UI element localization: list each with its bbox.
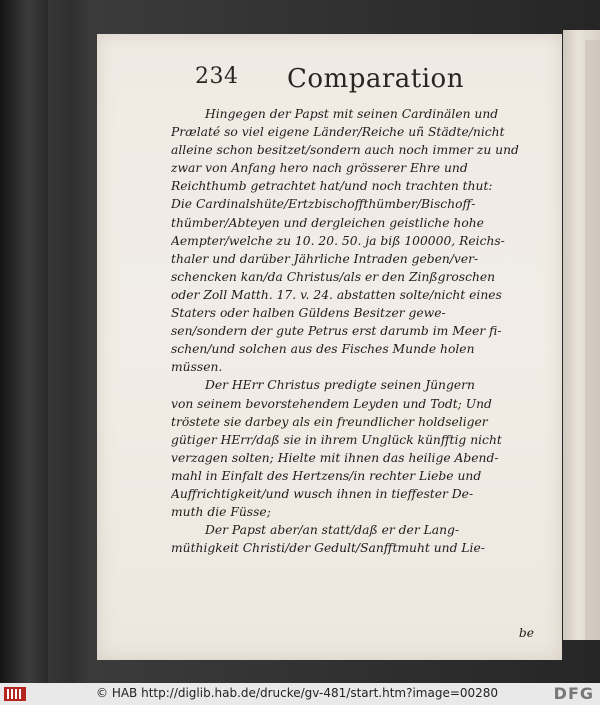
text-line: müssen.	[171, 360, 223, 375]
text-line: thaler und darüber Jährliche Intraden geben/ver-	[171, 251, 479, 266]
text-line: thümber/Abteyen und dergleichen geistliche hohe	[171, 215, 484, 230]
catchword: be	[518, 626, 534, 640]
text-line: Reichthumb getrachtet hat/und noch trachten thut:	[171, 179, 493, 194]
page-number: 234	[195, 64, 239, 89]
text-line: Auffrichtigkeit/und wusch ihnen in tieffester De-	[171, 486, 474, 501]
text-line: schen/und solchen aus des Fisches Munde holen	[171, 342, 475, 357]
text-line: Der HErr Christus predigte seinen Jüngern	[205, 378, 475, 393]
text-line: Aempter/welche zu 10. 20. 50. ja biß 100000, Reichs-	[171, 233, 505, 248]
text-line: oder Zoll Matth. 17. v. 24. abstatten solte/nicht eines	[171, 287, 502, 302]
text-line: von seinem bevorstehendem Leyden und Todt; Und	[171, 396, 492, 411]
text-line: Prælaté so viel eigene Länder/Reiche uñ Städte/nicht	[171, 125, 505, 140]
text-line: sen/sondern der gute Petrus erst darumb im Meer fi-	[171, 324, 502, 339]
page-stack-edge	[585, 40, 600, 640]
text-line: schencken kan/da Christus/als er den Zinßgroschen	[171, 269, 496, 284]
book-page	[97, 34, 562, 660]
text-line: Hingegen der Papst mit seinen Cardinälen und	[205, 107, 499, 121]
book-spine	[0, 0, 48, 683]
text-line: müthigkeit Christi/der Gedult/Sanfftmuht und Lie-	[171, 541, 485, 556]
running-head: Comparation	[287, 64, 464, 94]
library-logo-icon	[4, 687, 26, 701]
source-link[interactable]: © HAB http://diglib.hab.de/drucke/gv-481/start.htm?image=00280	[96, 686, 499, 700]
viewer-footer	[0, 683, 600, 705]
text-line: zwar von Anfang hero nach grösserer Ehre und	[171, 161, 468, 176]
text-line: gütiger HErr/daß sie in ihrem Unglück künfftig nicht	[171, 432, 502, 447]
body-text	[171, 105, 557, 625]
text-line: Die Cardinalshüte/Ertzbischoffthümber/Bischoff-	[171, 197, 476, 212]
text-line: Der Papst aber/an statt/daß er der Lang-	[205, 523, 460, 538]
dfg-logo: DFG	[553, 684, 594, 703]
text-line: tröstete sie darbey als ein freundlicher holdseliger	[171, 414, 488, 429]
page-header	[97, 64, 562, 100]
text-line: muth die Füsse;	[171, 505, 271, 520]
text-line: verzagen solten; Hielte mit ihnen das heilige Abend-	[171, 450, 499, 465]
text-line: mahl in Einfalt des Hertzens/in rechter Liebe und	[171, 468, 482, 483]
text-line: alleine schon besitzet/sondern auch noch immer zu und	[171, 143, 519, 158]
text-line: Staters oder halben Güldens Besitzer gewe-	[171, 306, 446, 321]
